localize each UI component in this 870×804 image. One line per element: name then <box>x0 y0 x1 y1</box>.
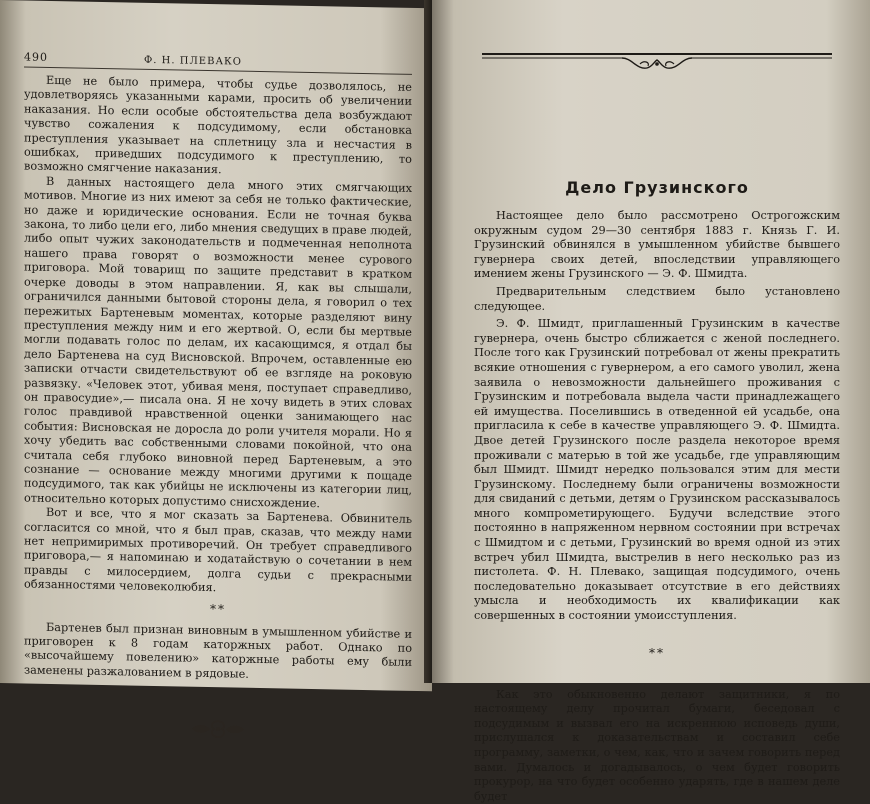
right-body-text <box>474 209 840 624</box>
chapter-title: Дело Грузинского <box>565 178 749 197</box>
left-closing-paragraph: Бартенев был признан виновным в умышленном убийстве и приговорен к 8 годам каторжных работ. Однако по «высочайшему повелению» каторжные работы ему были заменены разжалованием в рядовые. <box>24 620 412 681</box>
right-section-stars: ** <box>649 645 665 660</box>
left-page <box>0 0 432 691</box>
left-section-stars: ** <box>210 601 226 616</box>
right-page <box>432 0 870 803</box>
left-paragraph-3: Вот и все, что я мог сказать за Бартенева. Обвинитель согласится со мной, что я был прав, сказав, что между нами нет непримиримых противоречий. Он требует справедливого приговора,— я напоминаю и ходатайствую о сочетании в нем правды с милосердием, долга судьи с прекрасными обязанностями человеколюбия. <box>24 506 412 595</box>
left-paragraph-2: В данных настоящего дела много этих смягчающих мотивов. Многие из них имеют за себя не только фактические, но даже и юридические основания. Если не точная буква закона, то либо цели его, либо мнения сведущих в праве людей, либо опыт чужих законодательств и подмеченная неполнота нашего права говорят о возможности менее сурового приговора. Мой товарищ по защите представит в кратком очерке доводы в этом направлении. Я, как вы слышали, ограничился данными бытовой стороны дела, я говорил о тех пережитых Бартеневым моментах, которые разделяют вину преступления между ним и его жертвой. О, если бы мертвые могли подавать голос по делам, их касающимся, я отдал бы дело Бартенева на суд Висновской. Впрочем, оставленные ею записки отчасти свидетельствуют об ее взгляде на роковую развязку. «Человек этот, убивая меня, поступает справедливо, он правосудие»,— писала она. Я не хочу видеть в этих словах голос правдивой нравственной оценки занимающего нас события: Висновская не доросла до роли учителя морали. Но я хочу убедить вас собственными словами покойной, что она считала себя глубоко виновной перед Бартеневым, а это сознание — основание между многими другими к пощаде подсудимого, так как убийцы не исключены из категории лиц, относительно которых допустимо снисхождение. <box>24 174 412 510</box>
right-speech-paragraph: Как это обыкновенно делают защитники, я по настоящему делу прочитал бумаги, беседовал с подсудимым и вызвал его на искреннюю исповедь души, прислушался к доказательствам и составил себе программу, заметки, о чем, как, что и зачем говорить перед вами. Думалось и догадывалось, о чем будет говорить прокурор, на что будет особенно ударять, где в нашем деле будет <box>474 687 840 803</box>
right-speech-text <box>474 688 840 804</box>
left-closing-text <box>24 620 412 685</box>
left-paragraph-1: Еще не было примера, чтобы судье дозволялось, не удовлетворяясь указанными карами, просить об увеличении наказания. Но если особые обстоятельства дела возбуждают чувство сожаления к подсудимому, если обстановка преступления указывает на сплетницу зла и несчастия в ошибках, приведших подсудимого к преступлению, то возможно смягчение наказания. <box>24 73 412 177</box>
right-paragraph-3: Э. Ф. Шмидт, приглашенный Грузинским в качестве гувернера, очень быстро сближается с женой последнего. После того как Грузинский потребовал от жены прекратить всякие отношения с гувернером, а его самого уволил, жена заявила о невозможности дальнейшего проживания с Грузинским и потребовала выдела части принадлежащего ей имущества. Поселившись в отведенной ей усадьбе, она пригласила к себе в качестве управляющего Э. Ф. Шмидта. Двое детей Грузинского после раздела некоторое время проживали с матерью в той же усадьбе, где управляющим был Шмидт. Шмидт нередко пользовался этим для мести Грузинскому. Последнему были ограничены возможности для свиданий с детьми, детям о Грузинском рассказывалось много компрометирующего. Будучи вследствие этого постоянно в напряженном нервном состоянии при встречах с Шмидтом и с детьми, Грузинский во время одной из этих встреч убил Шмидта, выстрелив в него несколько раз из пистолета. Ф. Н. Плевако, защищая подсудимого, очень последовательно доказывает отсутствие в его действиях умысла и необходимость их квалификации как совершенных в состоянии умоисступления. <box>474 317 840 623</box>
left-running-header <box>24 50 412 74</box>
header-ornament-icon <box>474 40 840 80</box>
left-body-text <box>24 73 412 599</box>
page-number: 490 <box>24 50 48 64</box>
fleuron-ornament-icon <box>24 714 412 751</box>
running-head-author: Ф. Н. ПЛЕВАКО <box>144 54 242 68</box>
right-paragraph-1: Настоящее дело было рассмотрено Острогожским окружным судом 29—30 сентября 1883 г. Князь Г. И. Грузинский обвинялся в умышленном убийстве бывшего гувернера своих детей, впоследствии управляющего имением жены Грузинского — Э. Ф. Шмидта. <box>474 209 840 281</box>
right-paragraph-2: Предварительным следствием было установлено следующее. <box>474 284 840 313</box>
